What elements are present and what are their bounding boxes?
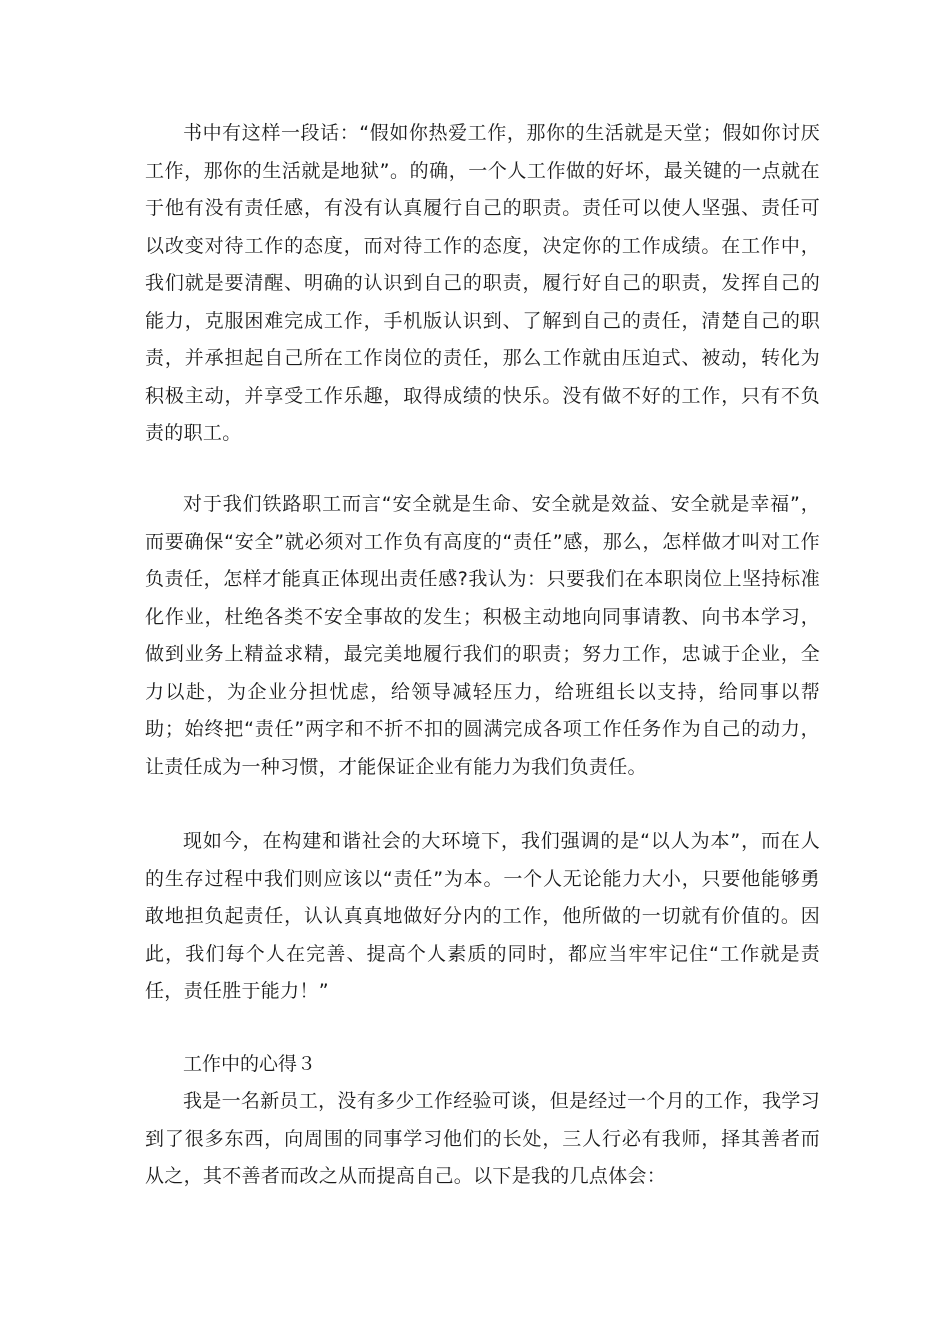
section-heading: 工作中的心得３ (183, 1053, 317, 1075)
paragraph-2: 对于我们铁路职工而言“安全就是生命、安全就是效益、安全就是幸福”，而要确保“安全”就必须对工作负有高度的“责任”感，那么，怎样做才叫对工作负责任，怎样才能真正体现出责任感?我认为：只要我们在本职岗位上坚持标准化作业，杜绝各类不安全事故的发生；积极主动地向同事请教、向书本学习，做到业务上精益求精，最完美地履行我们的职责；努力工作，忠诚于企业，全力以赴，为企业分担忧虑，给领导减轻压力，给班组长以支持，给同事以帮助；始终把“责任”两字和不折不扣的圆满完成各项工作任务作为自己的动力，让责任成为一种习惯，才能保证企业有能力为我们负责任。 (145, 493, 820, 778)
paragraph-1: 书中有这样一段话：“假如你热爱工作，那你的生活就是天堂；假如你讨厌工作，那你的生活就是地狱”。的确，一个人工作做的好坏，最关键的一点就在于他有没有责任感，有没有认真履行自己的职责。责任可以使人坚强、责任可以改变对待工作的态度，而对待工作的态度，决定你的工作成绩。在工作中，我们就是要清醒、明确的认识到自己的职责，履行好自己的职责，发挥自己的能力，克服困难完成工作，手机版认识到、了解到自己的责任，清楚自己的职责，并承担起自己所在工作岗位的责任，那么工作就由压迫式、被动，转化为积极主动，并享受工作乐趣，取得成绩的快乐。没有做不好的工作，只有不负责的职工。 (145, 122, 820, 444)
paragraph-3: 现如今，在构建和谐社会的大环境下，我们强调的是“以人为本”，而在人的生存过程中我们则应该以“责任”为本。一个人无论能力大小，只要他能够勇敢地担负起责任，认认真真地做好分内的工作，他所做的一切就有价值的。因此，我们每个人在完善、提高个人素质的同时，都应当牢牢记住“工作就是责任，责任胜于能力！” (145, 830, 820, 1002)
section-paragraph: 我是一名新员工，没有多少工作经验可谈，但是经过一个月的工作，我学习到了很多东西，向周围的同事学习他们的长处，三人行必有我师，择其善者而从之，其不善者而改之从而提高自己。以下是我的几点体会： (145, 1090, 820, 1187)
